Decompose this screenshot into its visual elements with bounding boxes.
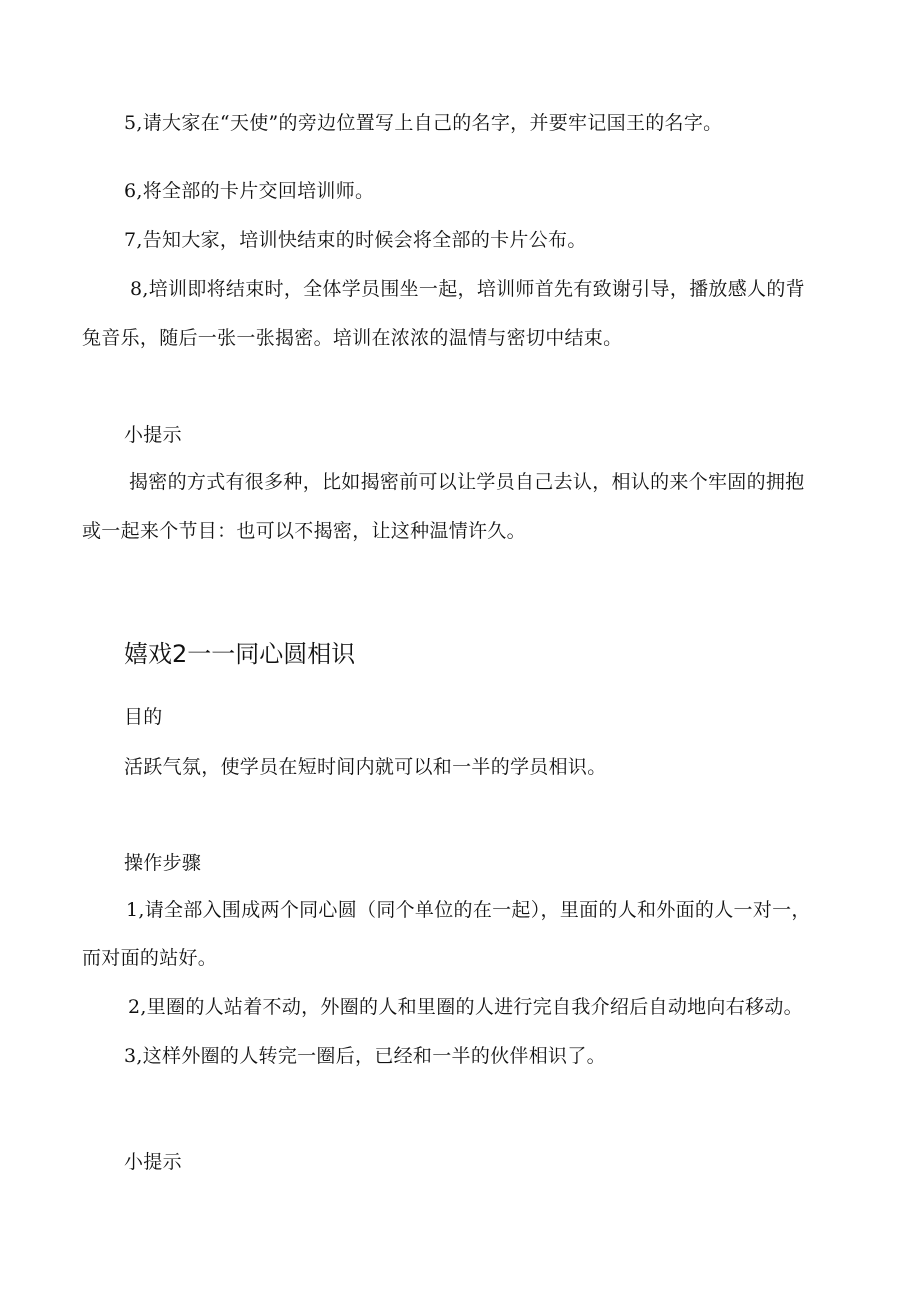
section-heading: 嬉戏2一一同心圆相识 <box>124 640 356 668</box>
tip-text-line-1: 揭密的方式有很多种，比如揭密前可以让学员自己去认，相认的来个牢固的拥抱 <box>129 471 805 493</box>
step-5: 5,请大家在“天使”的旁边位置写上自己的名字，并要牢记国王的名字。 <box>124 112 723 134</box>
tip-title-2: 小提示 <box>124 1151 182 1173</box>
op-step-1-line-2: 而对面的站好。 <box>82 947 218 969</box>
step-8-line-2: 兔音乐，随后一张一张揭密。培训在浓浓的温情与密切中结束。 <box>82 327 623 349</box>
step-7: 7,告知大家，培训快结束的时候会将全部的卡片公布。 <box>124 229 587 251</box>
tip-text-line-2: 或一起来个节目：也可以不揭密，让这种温情许久。 <box>82 520 526 542</box>
step-6: 6,将全部的卡片交回培训师。 <box>124 180 375 202</box>
op-step-1-line-1: 1,请全部入围成两个同心圆（同个单位的在一起），里面的人和外面的人一对一， <box>126 899 811 921</box>
steps-title: 操作步骤 <box>124 852 202 874</box>
op-step-3: 3,这样外圈的人转完一圈后，已经和一半的伙伴相识了。 <box>124 1045 606 1067</box>
purpose-text: 活跃气氛，使学员在短时间内就可以和一半的学员相识。 <box>124 756 607 778</box>
step-8-line-1: 8,培训即将结束时，全体学员围坐一起，培训师首先有致谢引导，播放感人的背 <box>130 278 805 300</box>
purpose-title: 目的 <box>124 706 163 728</box>
tip-title-1: 小提示 <box>124 424 182 446</box>
op-step-2: 2,里圈的人站着不动，外圈的人和里圈的人进行完自我介绍后自动地向右移动。 <box>128 996 803 1018</box>
